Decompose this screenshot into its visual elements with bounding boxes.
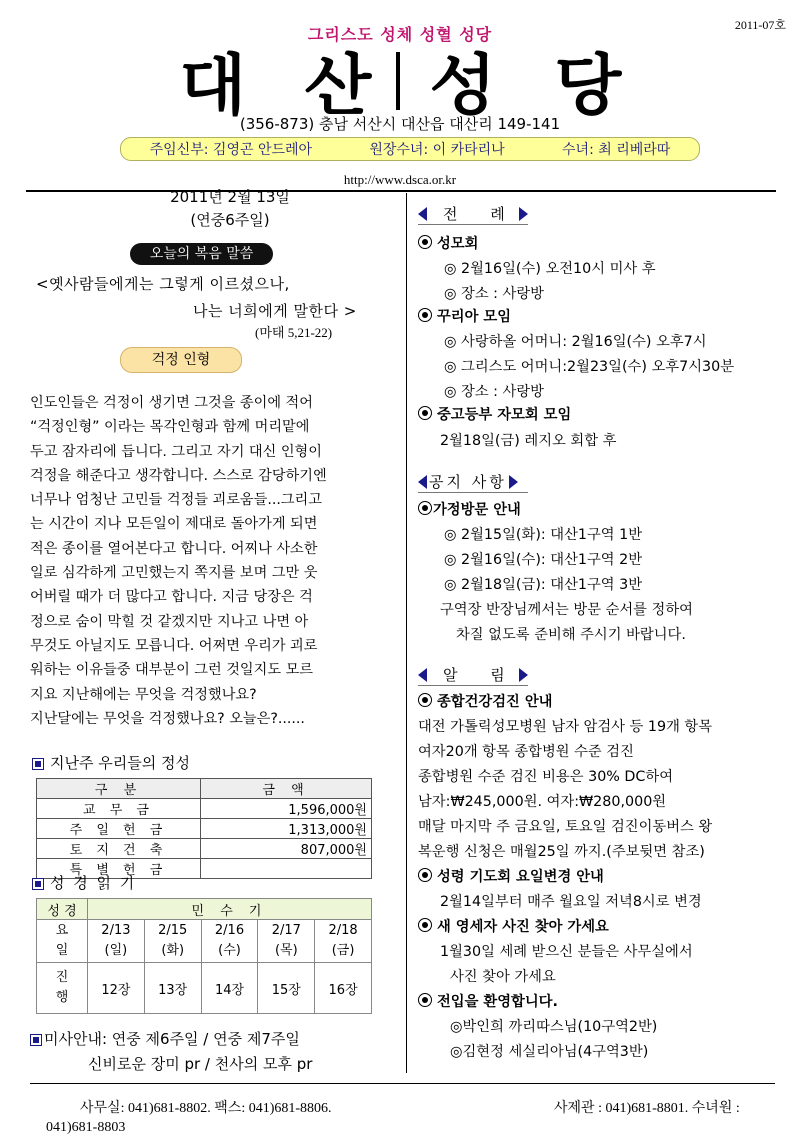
essay-line: 어버릴 때가 더 많다고 합니다. 지금 당장은 걱 bbox=[30, 589, 313, 606]
offering-label: 특 별 헌 금 bbox=[37, 859, 201, 879]
bible-reading-table bbox=[36, 898, 372, 1014]
table-row bbox=[37, 799, 372, 819]
title-char: 당 bbox=[554, 46, 621, 124]
essay-line: 지난달에는 무엇을 걱정했나요? 오늘은?...... bbox=[30, 710, 305, 727]
bible-reading-heading: 성 경 읽 기 bbox=[32, 872, 136, 893]
notice-note: 차질 없도록 준비해 주시기 바랍니다. bbox=[456, 627, 686, 643]
essay-line: 일로 심각하게 고민했는지 쪽지를 보며 그만 웃 bbox=[30, 565, 318, 582]
offering-amount: 1,313,000원 bbox=[201, 819, 372, 839]
essay-line: 적은 종이를 열어본다고 합니다. 어찌나 사소한 bbox=[30, 540, 318, 557]
gospel-quote-line: 나는 너희에게 말한다 > bbox=[193, 302, 357, 320]
offering-table bbox=[36, 778, 372, 879]
gospel-label: 오늘의 복음 말씀 bbox=[130, 243, 273, 265]
welcome-line: ◎김현정 세실리아님(4구역3반) bbox=[450, 1044, 649, 1060]
footer-office-contact: 사무실: 041)681-8802. 팩스: 041)681-8806. bbox=[80, 1101, 332, 1116]
circle-bullet-icon bbox=[418, 501, 432, 515]
heading-underline bbox=[418, 492, 528, 493]
column-header: 성 경 bbox=[37, 899, 88, 920]
triangle-left-icon bbox=[418, 668, 427, 682]
square-bullet-icon bbox=[32, 758, 44, 770]
essay-line: 두고 잠자리에 듭니다. 그리고 자기 대신 인형이 bbox=[30, 443, 322, 460]
staff-bar bbox=[120, 137, 700, 161]
announcement-line: 사진 찾아 가세요 bbox=[450, 969, 556, 985]
announcement-line: 1월30일 세례 받으신 분들은 사무실에서 bbox=[440, 944, 693, 960]
announcement-line: 매달 마지막 주 금요일, 토요일 검진이동버스 왕 bbox=[418, 819, 713, 835]
triangle-left-icon bbox=[418, 475, 427, 489]
liturgy-item-title: 성모회 bbox=[418, 233, 478, 253]
welcome-line: ◎박인희 까리따스님(10구역2반) bbox=[450, 1019, 658, 1035]
essay-body bbox=[30, 391, 380, 731]
liturgy-item-line: ◎ 장소 : 사랑방 bbox=[444, 384, 544, 400]
announcement-line: 종합병원 수준 검진 비용은 30% DC하여 bbox=[418, 769, 674, 785]
table-header-row bbox=[37, 899, 372, 920]
offering-amount bbox=[201, 859, 372, 879]
announcement-title: 새 영세자 사진 찾아 가세요 bbox=[418, 916, 609, 936]
essay-line: 무것도 아닐지도 모릅니다. 어쩌면 우리가 괴로 bbox=[30, 637, 318, 654]
liturgy-item-line: 2월18일(금) 레지오 회합 후 bbox=[440, 433, 617, 449]
table-row bbox=[37, 839, 372, 859]
announcement-line: 여자20개 항목 종합병원 수준 검진 bbox=[418, 744, 634, 760]
pastor: 주임신부: 김영곤 안드레아 bbox=[149, 142, 313, 158]
gospel-reference: (마태 5,21-22) bbox=[255, 325, 333, 340]
liturgy-item-line: ◎ 사랑하올 어머니: 2월16일(수) 오후7시 bbox=[444, 334, 707, 350]
essay-line: 너무나 엄청난 고민들 걱정들 괴로움들...그리고 bbox=[30, 492, 322, 509]
title-char: 대 bbox=[179, 46, 246, 124]
announcement-line: 대전 가톨릭성모병원 남자 암검사 등 19개 항목 bbox=[418, 719, 713, 735]
liturgical-week: (연중6주일) bbox=[190, 211, 270, 229]
announcement-line: 2월14일부터 매주 월요일 저녁8시로 변경 bbox=[440, 894, 702, 910]
liturgy-item-title: 꾸리아 모임 bbox=[418, 306, 511, 326]
mass-info: 미사안내: 연중 제6주일 / 연중 제7주일 bbox=[30, 1028, 300, 1049]
heading-underline bbox=[418, 224, 528, 225]
announcement-title: 성령 기도회 요일변경 안내 bbox=[418, 866, 604, 886]
sister: 수녀: 최 리베라따 bbox=[562, 142, 671, 158]
essay-line: 는 시간이 지나 모든일이 제대로 돌아가게 되면 bbox=[30, 516, 318, 533]
circle-bullet-icon bbox=[418, 993, 432, 1007]
footer-rectory-contact: 사제관 : 041)681-8801. 수녀원 : bbox=[554, 1101, 740, 1116]
table-row bbox=[37, 819, 372, 839]
triangle-right-icon bbox=[519, 207, 528, 221]
table-row bbox=[37, 963, 372, 1014]
essay-line: 정으로 숨이 막힐 것 같겠지만 지나고 나면 아 bbox=[30, 613, 309, 630]
footer-convent-contact: 041)681-8803 bbox=[46, 1120, 126, 1135]
heading-underline bbox=[418, 685, 528, 686]
day-cell: 2/16 (수) bbox=[201, 920, 258, 963]
address: (356-873) 충남 서산시 대산읍 대산리 149-141 bbox=[239, 115, 561, 133]
square-bullet-icon bbox=[32, 878, 44, 890]
essay-line: 지요 지난해에는 무엇을 걱정했나요? bbox=[30, 686, 257, 703]
chapter-cell: 14장 bbox=[201, 963, 258, 1014]
table-header-row bbox=[37, 779, 372, 799]
chapter-cell: 15장 bbox=[258, 963, 315, 1014]
liturgy-item-line: ◎ 그리스도 어머니:2월23일(수) 오후7시30분 bbox=[444, 359, 735, 375]
liturgy-heading: 전 례 bbox=[418, 203, 528, 224]
notice-heading: 공지 사항 bbox=[418, 471, 518, 492]
essay-line: 걱정을 해준다고 생각합니다. 스스로 감당하기엔 bbox=[30, 467, 327, 484]
circle-bullet-icon bbox=[418, 918, 432, 932]
triangle-right-icon bbox=[519, 668, 528, 682]
circle-bullet-icon bbox=[418, 235, 432, 249]
day-cell: 2/17 (목) bbox=[258, 920, 315, 963]
parish-subtitle: 그리스도 성체 성혈 성당 bbox=[307, 25, 493, 44]
day-cell: 2/15 (화) bbox=[144, 920, 201, 963]
column-header: 구 분 bbox=[37, 779, 201, 799]
mass-info-line: 신비로운 장미 pr / 천사의 모후 pr bbox=[88, 1055, 313, 1073]
circle-bullet-icon bbox=[418, 308, 432, 322]
notice-note: 구역장 반장님께서는 방문 순서를 정하여 bbox=[440, 602, 693, 618]
announcement-line: 복운행 신청은 매월25일 까지.(주보뒷면 참조) bbox=[418, 844, 705, 860]
square-bullet-icon bbox=[30, 1034, 42, 1046]
table-row bbox=[37, 920, 372, 963]
notice-line: ◎ 2월16일(수): 대산1구역 2반 bbox=[444, 552, 643, 568]
notice-line: ◎ 2월15일(화): 대산1구역 1반 bbox=[444, 527, 643, 543]
circle-bullet-icon bbox=[418, 406, 432, 420]
column-header: 금 액 bbox=[201, 779, 372, 799]
circle-bullet-icon bbox=[418, 868, 432, 882]
essay-line: “걱정인형” 이라는 목각인형과 함께 머리맡에 bbox=[30, 419, 310, 436]
triangle-right-icon bbox=[509, 475, 518, 489]
offering-amount: 1,596,000원 bbox=[201, 799, 372, 819]
offering-heading: 지난주 우리들의 정성 bbox=[32, 752, 190, 773]
triangle-left-icon bbox=[418, 207, 427, 221]
day-cell: 2/13 (일) bbox=[88, 920, 145, 963]
offering-label: 교 무 금 bbox=[37, 799, 201, 819]
title-char: 산 bbox=[304, 46, 371, 124]
title-char: 성 bbox=[429, 46, 496, 124]
column-header: 민 수 기 bbox=[88, 899, 372, 920]
superior: 원장수녀: 이 카타리나 bbox=[369, 142, 505, 158]
bulletin-date: 2011년 2월 13일 bbox=[170, 188, 290, 206]
essay-title: 걱정 인형 bbox=[120, 347, 242, 373]
offering-label: 토 지 건 축 bbox=[37, 839, 201, 859]
notice-line: ◎ 2월18일(금): 대산1구역 3반 bbox=[444, 577, 643, 593]
chapter-cell: 16장 bbox=[315, 963, 372, 1014]
notice-title: 가정방문 안내 bbox=[418, 499, 521, 519]
day-cell: 2/18 (금) bbox=[315, 920, 372, 963]
title-divider bbox=[396, 52, 400, 110]
liturgy-item-title: 중고등부 자모회 모임 bbox=[418, 404, 571, 424]
essay-line: 워하는 이유들중 대부분이 그런 것일지도 모르 bbox=[30, 662, 313, 679]
essay-line: 인도인들은 걱정이 생기면 그것을 종이에 적어 bbox=[30, 395, 313, 411]
row-label: 진 행 bbox=[37, 963, 88, 1014]
gospel-quote-line: <옛사람들에게는 그렇게 이르셨으나, bbox=[36, 275, 290, 293]
liturgy-item-line: ◎ 장소 : 사랑방 bbox=[444, 286, 544, 302]
announcement-title: 종합건강검진 안내 bbox=[418, 691, 552, 711]
announcement-heading: 알 림 bbox=[418, 664, 528, 685]
liturgy-item-line: ◎ 2월16일(수) 오전10시 미사 후 bbox=[444, 261, 656, 277]
chapter-cell: 13장 bbox=[144, 963, 201, 1014]
row-label: 요 일 bbox=[37, 920, 88, 963]
website-link[interactable]: http://www.dsca.or.kr bbox=[343, 172, 457, 187]
issue-number: 2011-07호 bbox=[734, 18, 786, 32]
offering-amount: 807,000원 bbox=[201, 839, 372, 859]
circle-bullet-icon bbox=[418, 693, 432, 707]
offering-label: 주 일 헌 금 bbox=[37, 819, 201, 839]
column-divider bbox=[406, 193, 407, 1073]
footer-divider bbox=[30, 1083, 775, 1084]
announcement-line: 남자:₩245,000원. 여자:₩280,000원 bbox=[418, 794, 667, 810]
chapter-cell: 12장 bbox=[88, 963, 145, 1014]
announcement-title: 전입을 환영합니다. bbox=[418, 991, 558, 1011]
